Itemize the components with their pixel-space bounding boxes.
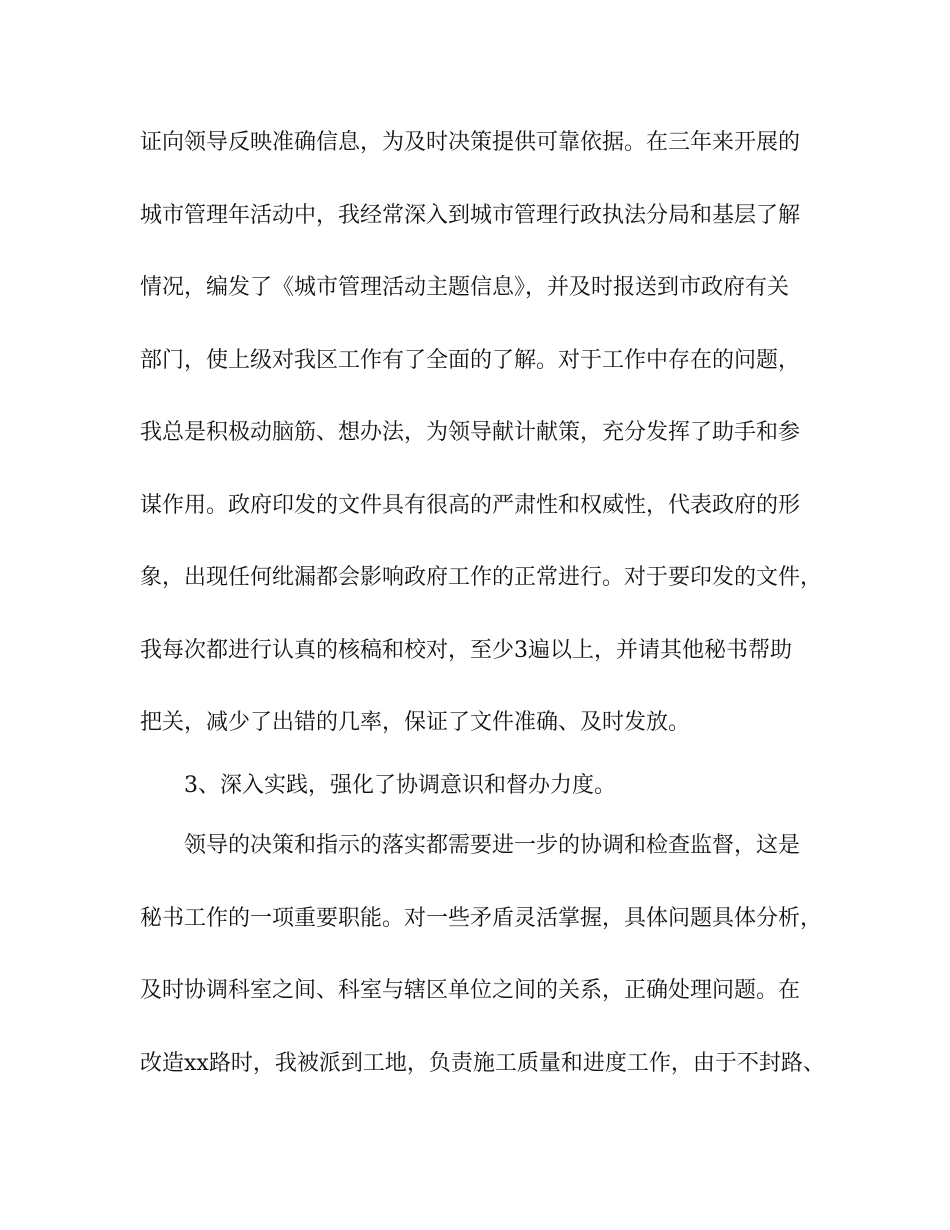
body-text-line: 秘书工作的一项重要职能。对一些矛盾灵活掌握，具体问题具体分析， (140, 906, 823, 931)
body-text-line: 证向领导反映准确信息，为及时决策提供可靠依据。在三年来开展的 (140, 130, 801, 155)
body-text-line: 我总是积极动脑筋、想办法，为领导献计献策，充分发挥了助手和参 (140, 420, 801, 445)
body-text-line: 谋作用。政府印发的文件具有很高的严肃性和权威性，代表政府的形 (140, 493, 801, 518)
body-text-line: 象，出现任何纰漏都会影响政府工作的正常进行。对于要印发的文件， (140, 565, 823, 590)
body-text-line: 情况，编发了《城市管理活动主题信息》，并及时报送到市政府有关 (140, 275, 790, 300)
body-text-line: 改造xx路时，我被派到工地，负责施工质量和进度工作，由于不封路、 (140, 1051, 825, 1076)
body-text-line: 把关，减少了出错的几率，保证了文件准确、及时发放。 (140, 710, 691, 735)
body-text-line: 部门，使上级对我区工作有了全面的了解。对于工作中存在的问题， (140, 348, 801, 373)
body-text-line: 我每次都进行认真的核稿和校对，至少3遍以上，并请其他秘书帮助 (140, 638, 792, 663)
section-heading: 3、深入实践，强化了协调意识和督办力度。 (184, 773, 616, 798)
body-text-line: 城市管理年活动中，我经常深入到城市管理行政执法分局和基层了解 (140, 203, 801, 228)
body-text-line: 及时协调科室之间、科室与辖区单位之间的关系，正确处理问题。在 (140, 978, 801, 1003)
paragraph-first-line: 领导的决策和指示的落实都需要进一步的协调和检查监督，这是 (184, 833, 801, 858)
